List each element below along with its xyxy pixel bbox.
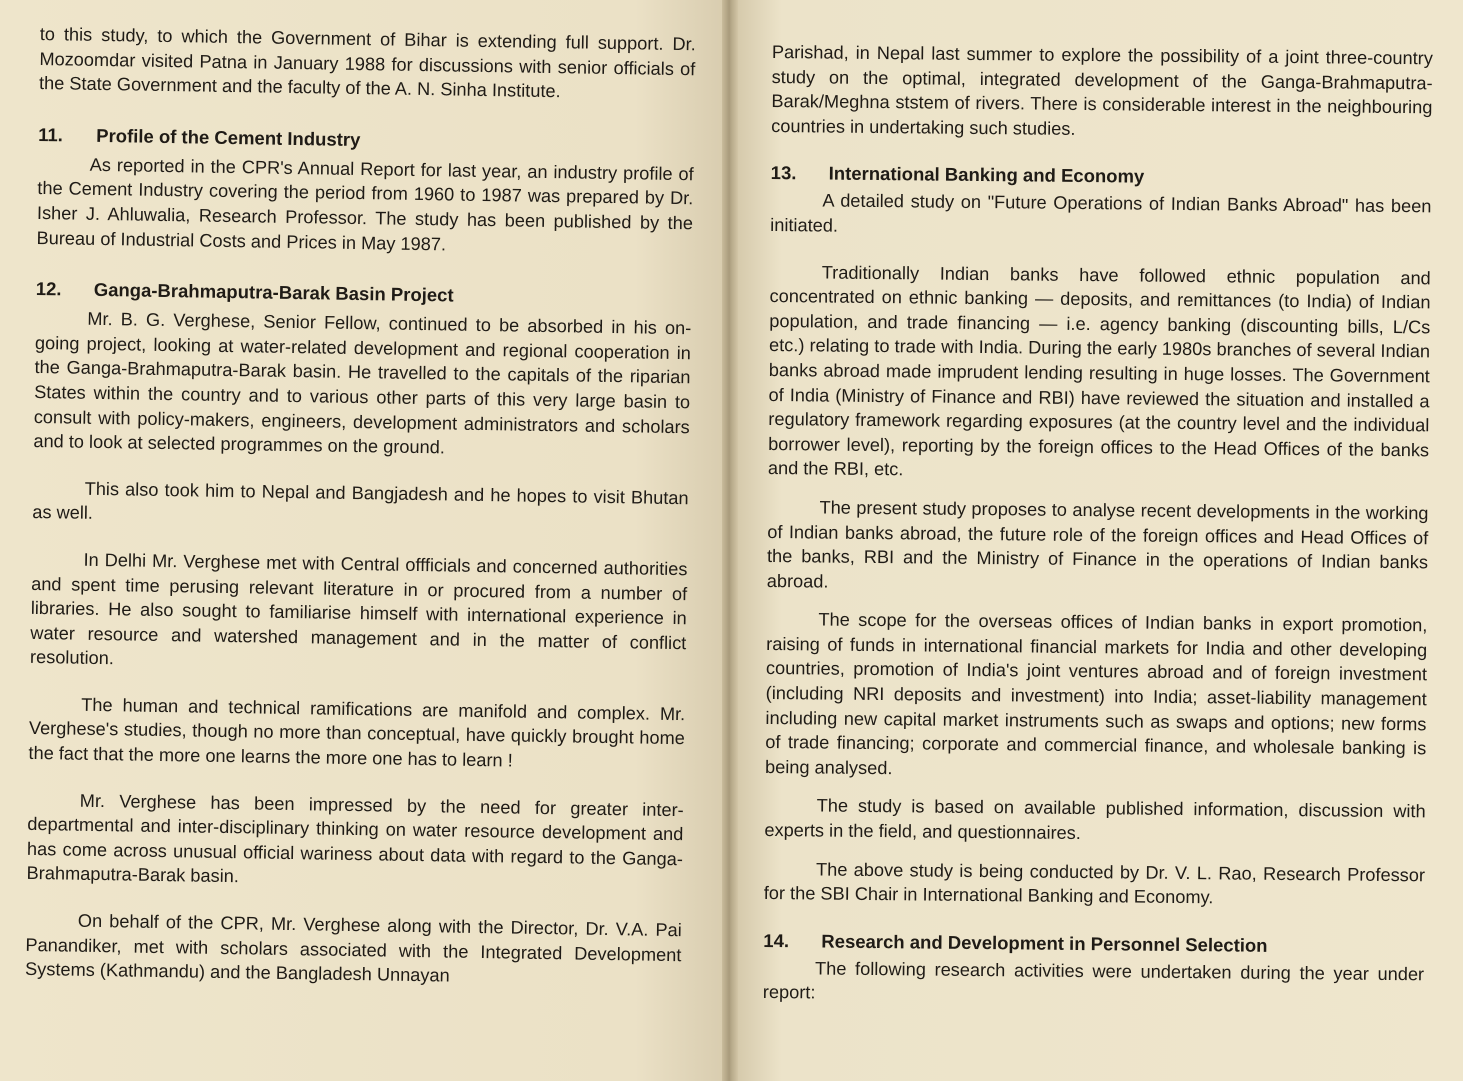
- book-gutter: [722, 0, 738, 1081]
- left-page: [0, 0, 722, 1081]
- left-page-content: [25, 22, 696, 992]
- section-heading-14: [763, 928, 1424, 960]
- section-12-paragraph: In Delhi Mr. Verghese met with Central offficials and concerned authorities and spent time perusing relevant literature in or procured from a number of libraries. He also sought to familiarise himself with international experience in water resource and watershed management and in the matter of conflict resolution.: [29, 549, 688, 669]
- section-number: 12.: [35, 278, 62, 300]
- section-13-paragraph: The above study is being conducted by Dr. V. L. Rao, Research Professor for the SBI Chair in International Banking and Economy.: [763, 859, 1426, 908]
- right-page-content: [763, 40, 1433, 1011]
- section-12-paragraph: Mr. Verghese has been impressed by the need for greater inter-departmental and inter-disciplinary thinking on water resource development and has come across unusual official wariness about data with regard to the Ganga-Brahmaputra-Barak basin.: [26, 790, 684, 887]
- section-title: Research and Development in Personnel Selection: [821, 930, 1268, 956]
- right-page: [738, 0, 1463, 1081]
- section-13-paragraph: A detailed study on "Future Operations of Indian Banks Abroad" has been initiated.: [770, 190, 1432, 236]
- section-number: 13.: [770, 162, 797, 184]
- section-12-paragraph: On behalf of the CPR, Mr. Verghese along with the Director, Dr. V.A. Pai Panandiker, met with scholars associated with the Integrated Development Systems (Kathmandu) and the Bangladesh Unnayan: [24, 910, 682, 986]
- section-12-paragraph: Mr. B. G. Verghese, Senior Fellow, continued to be absorbed in his on-going project, looking at water-related development and regional cooperation in the Ganga-Brahmaputra-Barak basin. He travelled to the capitals of the riparian States within the country and to various other parts of this very large basin to consult with policy-makers, engineers, development administrators and scholars and to look at selected programmes on the ground.: [33, 308, 692, 458]
- section-11-paragraph: As reported in the CPR's Annual Report for last year, an industry profile of the Cement Industry covering the period from 1960 to 1987 was prepared by Dr. Isher J. Ahluwalia, Research Professor. The study has been published by the Bureau of Industrial Costs and Prices in May 1987.: [36, 154, 694, 254]
- section-title: Ganga-Brahmaputra-Barak Basin Project: [93, 279, 454, 306]
- intro-paragraph: to this study, to which the Government of Bihar is extending full support. Dr. Mozoomdar visited Patna in January 1988 for discussions with senior officials of the State Government and the faculty of the A. N. Sinha Institute.: [38, 23, 696, 102]
- section-13-paragraph: The study is based on available published information, discussion with experts in the field, and questionnaires.: [764, 795, 1426, 844]
- section-12-paragraph: This also took him to Nepal and Bangjadesh and he hopes to visit Bhutan as well.: [32, 478, 689, 524]
- section-12-paragraph: The human and technical ramifications are manifold and complex. Mr. Verghese's studies, though no more than conceptual, have quickly brought home the fact that the more one learns the more one has to learn !: [28, 694, 686, 771]
- section-13-paragraph: The present study proposes to analyse recent developments in the working of Indian banks abroad, the future role of the foreign offices and Head Offices of the banks, RBI and the Ministry of Finance in the operations of Indian banks abroad.: [766, 497, 1429, 592]
- section-14-paragraph: The following research activities were undertaken during the year under report:: [762, 958, 1425, 1003]
- continuation-paragraph: Parishad, in Nepal last summer to explore the possibility of a joint three-country study on the optimal, integrated development of the Ganga-Brahmaputra-Barak/Meghna ststem of rivers. There is considerable interest in the neighbouring countries in undertaking such studies.: [771, 41, 1433, 139]
- section-title: International Banking and Economy: [828, 162, 1145, 187]
- section-title: Profile of the Cement Industry: [96, 124, 361, 150]
- section-number: 11.: [38, 123, 64, 146]
- section-heading-13: [771, 160, 1432, 192]
- section-13-paragraph: Traditionally Indian banks have followed ethnic population and concentrated on ethnic banking — deposits, and remittances (to India) of Indian population, and trade financing — i.e. agency banking (discounting bills, L/Cs etc.) relating to trade with India. During the early 1980s branches of several Indian banks abroad made imprudent lending resulting in huge losses. The Government of India (Ministry of Finance and RBI) have reviewed the situation and installed a regulatory framework regarding exposures (at the country level and the individual borrower level), reporting by the foreign offices to the Head Offices of the banks and the RBI, etc.: [767, 262, 1431, 480]
- section-13-paragraph: The scope for the overseas offices of Indian banks in export promotion, raising of funds in international financial markets for India and other developing countries, promotion of India's joint ventures abroad and of foreign investment (including NRI deposits and investment) into India; asset-liability management including new capital market instruments such as swaps and options; new forms of trade financing; corporate and commercial finance, and wholesale banking is being analysed.: [764, 609, 1428, 779]
- section-number: 14.: [763, 929, 790, 952]
